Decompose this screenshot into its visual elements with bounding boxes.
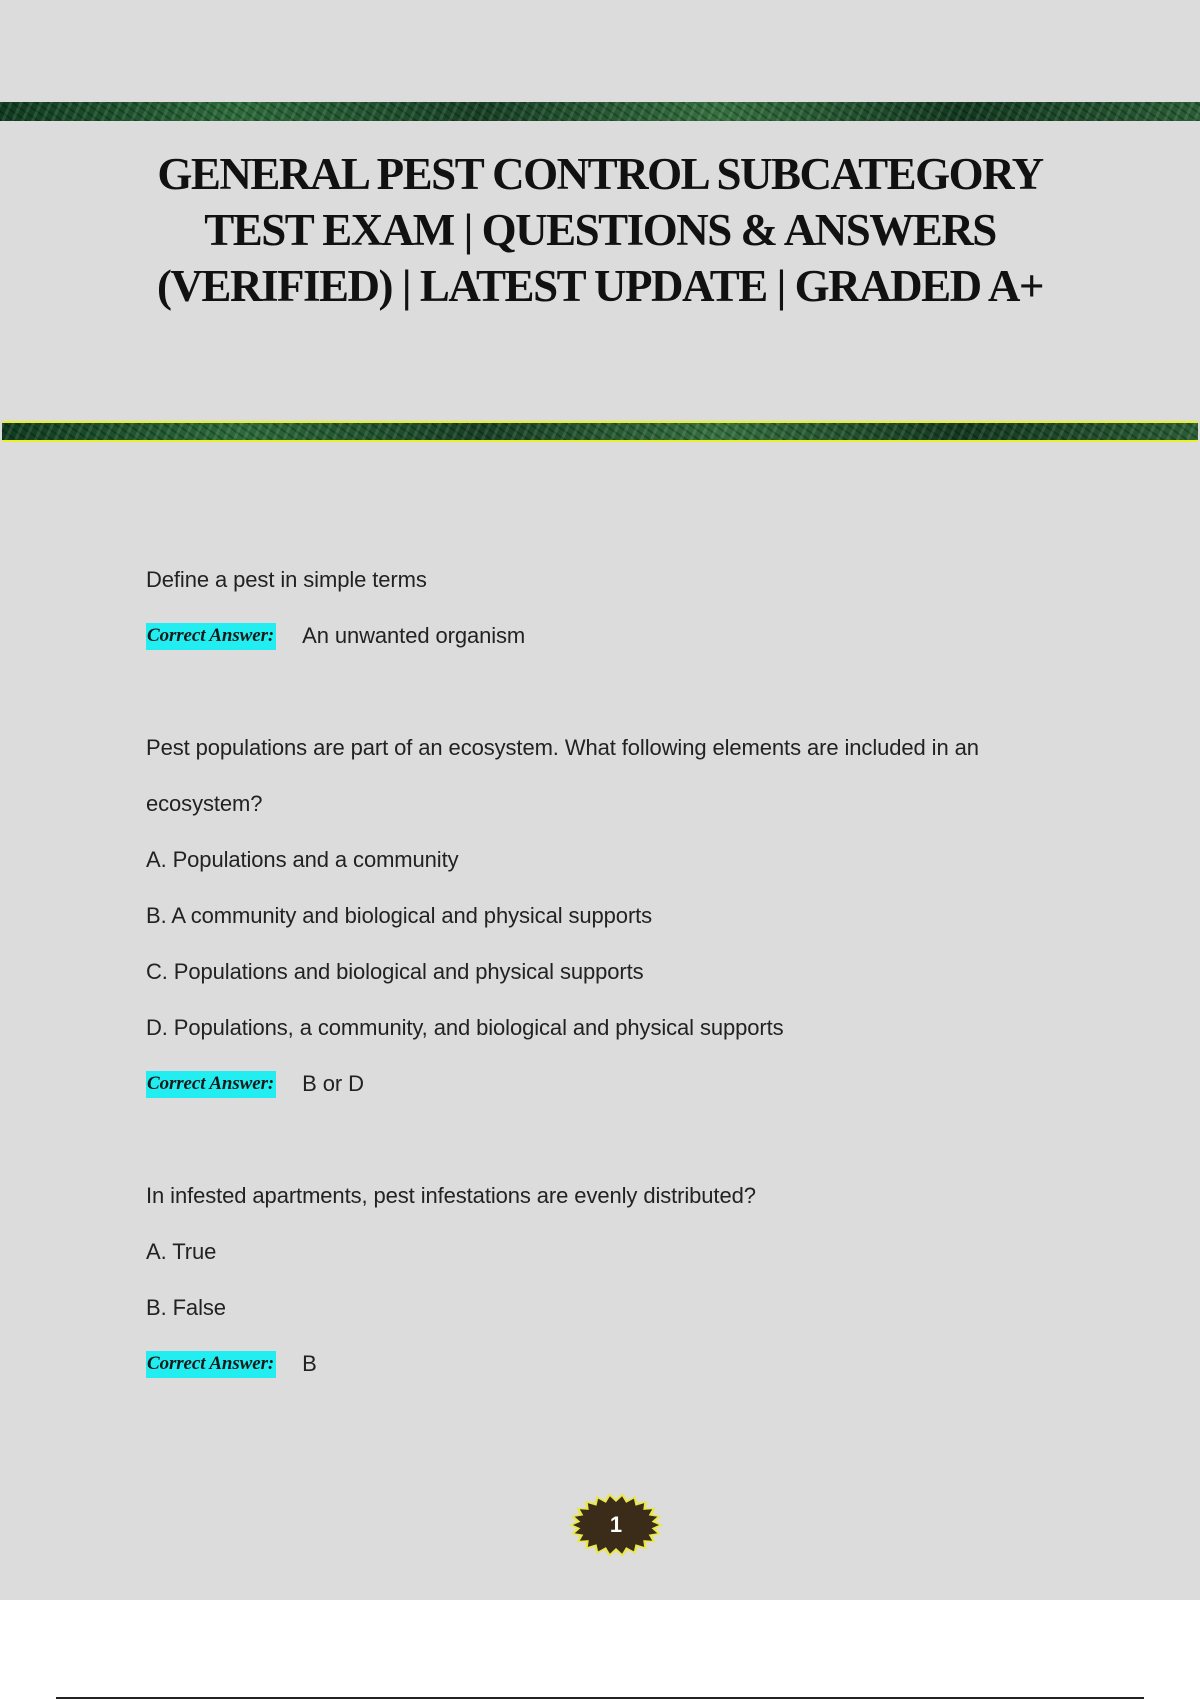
correct-answer-label: Correct Answer: (146, 623, 276, 650)
answer-row (146, 1336, 1086, 1392)
questions-list (146, 552, 1086, 1392)
header-decorative-band-top (0, 102, 1200, 121)
option-d: D. Populations, a community, and biological and physical supports (146, 1015, 784, 1040)
option-b: B. A community and biological and physical supports (146, 903, 653, 928)
question-3 (146, 1168, 1086, 1392)
spacer (146, 664, 1086, 720)
question-text: In infested apartments, pest infestations are evenly distributed? (146, 1183, 756, 1208)
correct-answer-label: Correct Answer: (146, 1071, 276, 1098)
option-a: A. True (146, 1239, 217, 1264)
document-title: GENERAL PEST CONTROL SUBCATEGORY TEST EXAM | QUESTIONS & ANSWERS (VERIFIED) | LATEST UPDATE | GRADED A+ (156, 149, 1044, 311)
option-a: A. Populations and a community (146, 847, 459, 872)
question-1 (146, 552, 1086, 664)
answer-row (146, 608, 1086, 664)
option-b: B. False (146, 1295, 226, 1320)
correct-answer-label: Correct Answer: (146, 1351, 276, 1378)
answer-row (146, 1056, 1086, 1112)
header-decorative-band-bottom (2, 421, 1198, 442)
footer-rule (56, 1697, 1144, 1699)
question-text: Pest populations are part of an ecosystem. What following elements are included in an ecosystem? (146, 735, 979, 816)
spacer (146, 1112, 1086, 1168)
page-number-badge (568, 1492, 664, 1558)
correct-answer-value: B (302, 1351, 317, 1376)
correct-answer-value: B or D (302, 1071, 364, 1096)
option-c: C. Populations and biological and physical supports (146, 959, 644, 984)
question-2 (146, 720, 1086, 1112)
correct-answer-value: An unwanted organism (302, 623, 526, 648)
question-text: Define a pest in simple terms (146, 567, 427, 592)
page-number: 1 (609, 1512, 623, 1537)
